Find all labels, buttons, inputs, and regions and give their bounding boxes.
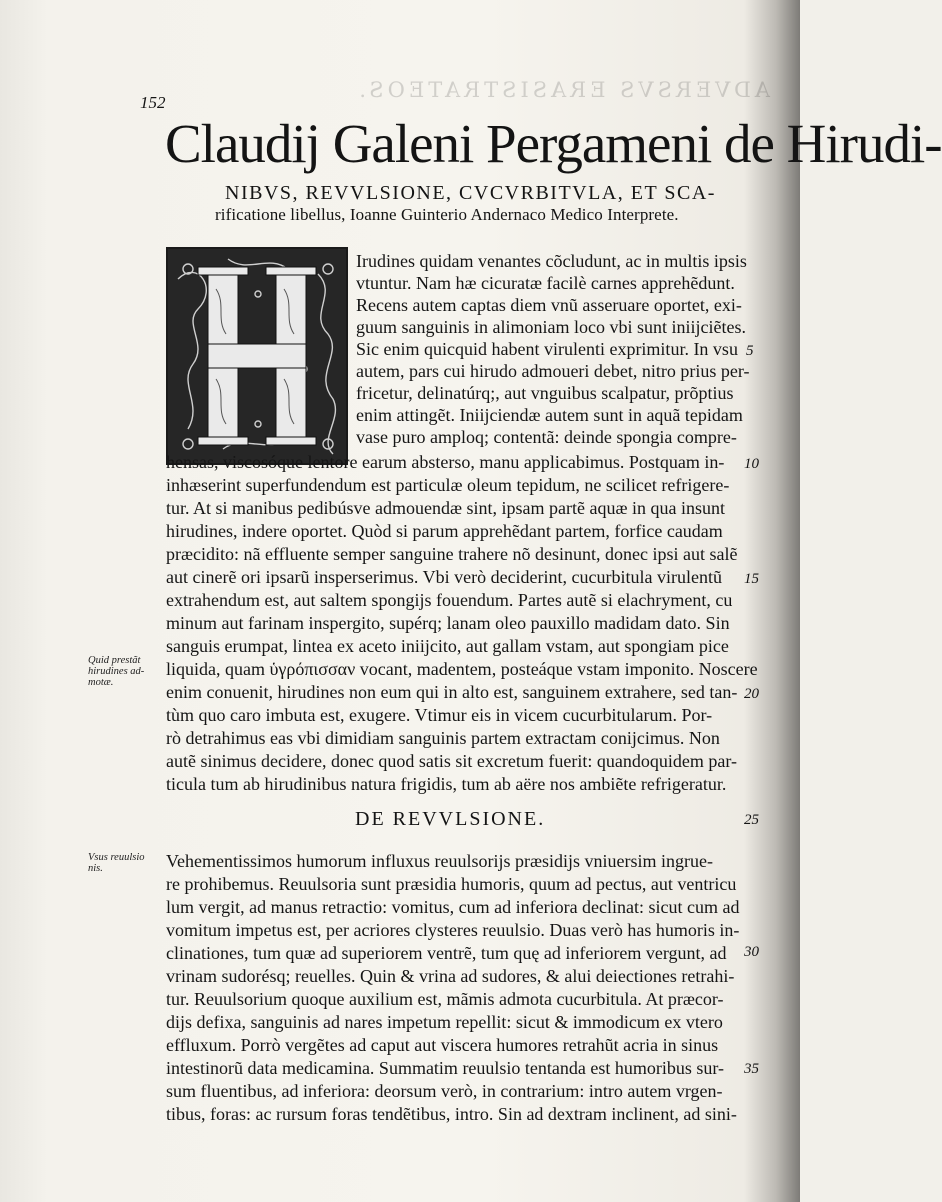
bleed-through-header: ADVERSVS ERASISTRATEOS. — [355, 78, 770, 102]
title-line-3: rificatione libellus, Ioanne Guinterio Andernaco Medico Interprete. — [215, 205, 679, 224]
text-line: ticula tum ab hirudinibus natura frigidis, tum ab aëre nos ambiẽte refrigeratur. — [166, 774, 727, 794]
marginal-note-revulsio — [88, 852, 145, 874]
title-line-2: NIBVS, REVVLSIONE, CVCVRBITVLA, ET SCA- — [225, 182, 716, 204]
marginal-note-line: Quid prestãt — [88, 655, 141, 666]
text-line: vtuntur. Nam hæ cicuratæ facilè carnes apprehẽdunt. — [356, 273, 735, 293]
text-line: vomitum impetus est, per acriores clysteres reuulsio. Duas verò has humoris in- — [166, 920, 740, 940]
text-line: re prohibemus. Reuulsoria sunt præsidia humoris, quum ad pectus, aut ventricu — [166, 874, 737, 894]
text-line: tibus, foras: ac rursum foras tendẽtibus, intro. Sin ad dextram inclinent, ad sini- — [166, 1104, 737, 1124]
text-line: Recens autem captas diem vnũ asseruare oportet, exi- — [356, 295, 742, 315]
text-line: Irudines quidam venantes cõcludunt, ac in multis ipsis — [356, 251, 747, 271]
text-line: præcidito: nã effluente semper sanguine trahere nõ desinunt, donec ipsi aut salẽ — [166, 544, 738, 564]
text-line: autem, pars cui hirudo admoueri debet, nitro prius per- — [356, 361, 750, 381]
marginal-note-hirudines — [88, 655, 144, 688]
decorated-initial-art — [168, 249, 346, 463]
text-line: hensas, viscosóque lentore earum absterso, manu applicabimus. Postquam in- — [166, 452, 725, 472]
text-line: guum sanguinis in alimoniam loco vbi sunt iniijciẽtes. — [356, 317, 746, 337]
text-line: Vehementissimos humorum influxus reuulsorijs præsidijs vniuersim ingrue- — [166, 851, 713, 871]
marginal-note-line: Vsus reuulsio — [88, 852, 145, 863]
text-line: fricetur, delinatúrq;, aut vnguibus scalpatur, prõptius — [356, 383, 734, 403]
text-line: vrinam sudorésq; reuelles. Quin & vrina ad sudores, & alui deiectiones retrahi- — [166, 966, 735, 986]
text-line: autẽ sinimus decidere, donec quod satis sit excretum fuerit: quandoquidem par- — [166, 751, 737, 771]
line-number: 20 — [744, 686, 759, 702]
text-line: inhæserint superfundendum est particulæ oleum tepidum, ne scilicet refrigere- — [166, 475, 730, 495]
text-line: minum aut farinam inspergito, supérq; lanam oleo pauxillo madidam dato. Sin — [166, 613, 730, 633]
text-line: tur. Reuulsorium quoque auxilium est, mãmis admota cucurbitula. At præcor- — [166, 989, 724, 1009]
text-line: enim attingẽt. Iniijciendæ autem sunt in aquã tepidam — [356, 405, 743, 425]
text-line: rò detrahimus eas vbi dimidiam sanguinis partem extractam conijcimus. Non — [166, 728, 720, 748]
text-line: lum vergit, ad manus retractio: vomitus, cum ad inferiora declinat: sicut cum ad — [166, 897, 740, 917]
marginal-note-line: hirudines ad- — [88, 666, 145, 677]
text-line: tur. At si manibus pedibúsve admouendæ sint, ipsam partẽ aquæ in qua insunt — [166, 498, 725, 518]
text-line: enim conuenit, hirudines non eum qui in alto est, sanguinem extrahere, sed tan- — [166, 682, 738, 702]
line-number: 10 — [744, 456, 759, 472]
line-number: 25 — [744, 812, 759, 828]
section-heading-revulsione: DE REVVLSIONE. — [355, 808, 546, 830]
text-line: hirudines, indere oportet. Quòd si parum apprehẽdant partem, forfice caudam — [166, 521, 723, 541]
text-line: effluxum. Porrò vergẽtes ad caput aut viscera humores retrahũt acria in sinus — [166, 1035, 719, 1055]
line-number: 15 — [744, 571, 759, 587]
marginal-note-line: nis. — [88, 863, 103, 874]
decorated-initial — [166, 247, 348, 465]
page-number: 152 — [140, 93, 166, 112]
text-line: extrahendum est, aut saltem spongijs fouendum. Partes autẽ si elachryment, cu — [166, 590, 733, 610]
text-line: dijs defixa, sanguinis ad nares impetum repellit: sicut & immodicum ex vtero — [166, 1012, 723, 1032]
marginal-note-line: motæ. — [88, 677, 114, 688]
text-line: liquida, quam ὑγρόπισσαν vocant, madentem, posteáque vstam imponito. Noscere — [166, 659, 758, 679]
title-line-1: Claudij Galeni Pergameni de Hirudi- — [165, 113, 942, 174]
line-number: 5 — [746, 343, 754, 359]
line-number: 35 — [744, 1061, 759, 1077]
text-line: intestinorũ data medicamina. Summatim reuulsio tentanda est humoribus sur- — [166, 1058, 725, 1078]
text-line: sanguis erumpat, lintea ex aceto iniijcito, aut gallam vstam, aut spongiam pice — [166, 636, 729, 656]
text-line: sum fluentibus, ad inferiora: deorsum verò, in contrarium: intro autem vrgen- — [166, 1081, 723, 1101]
text-line: vase puro amploq; contentã: deinde spongia compre- — [356, 427, 737, 447]
text-line: Sic enim quicquid habent virulenti exprimitur. In vsu — [356, 339, 738, 359]
text-line: aut cinerẽ ori ipsarũ insperserimus. Vbi verò deciderint, cucurbitula virulentũ — [166, 567, 722, 587]
text-line: tùm quo caro imbuta est, exugere. Vtimur eis in vicem cucurbitularum. Por- — [166, 705, 713, 725]
text-line: clinationes, tum quæ ad superiorem ventrẽ, tum quę ad inferiorem vergunt, ad — [166, 943, 727, 963]
line-number: 30 — [744, 944, 759, 960]
